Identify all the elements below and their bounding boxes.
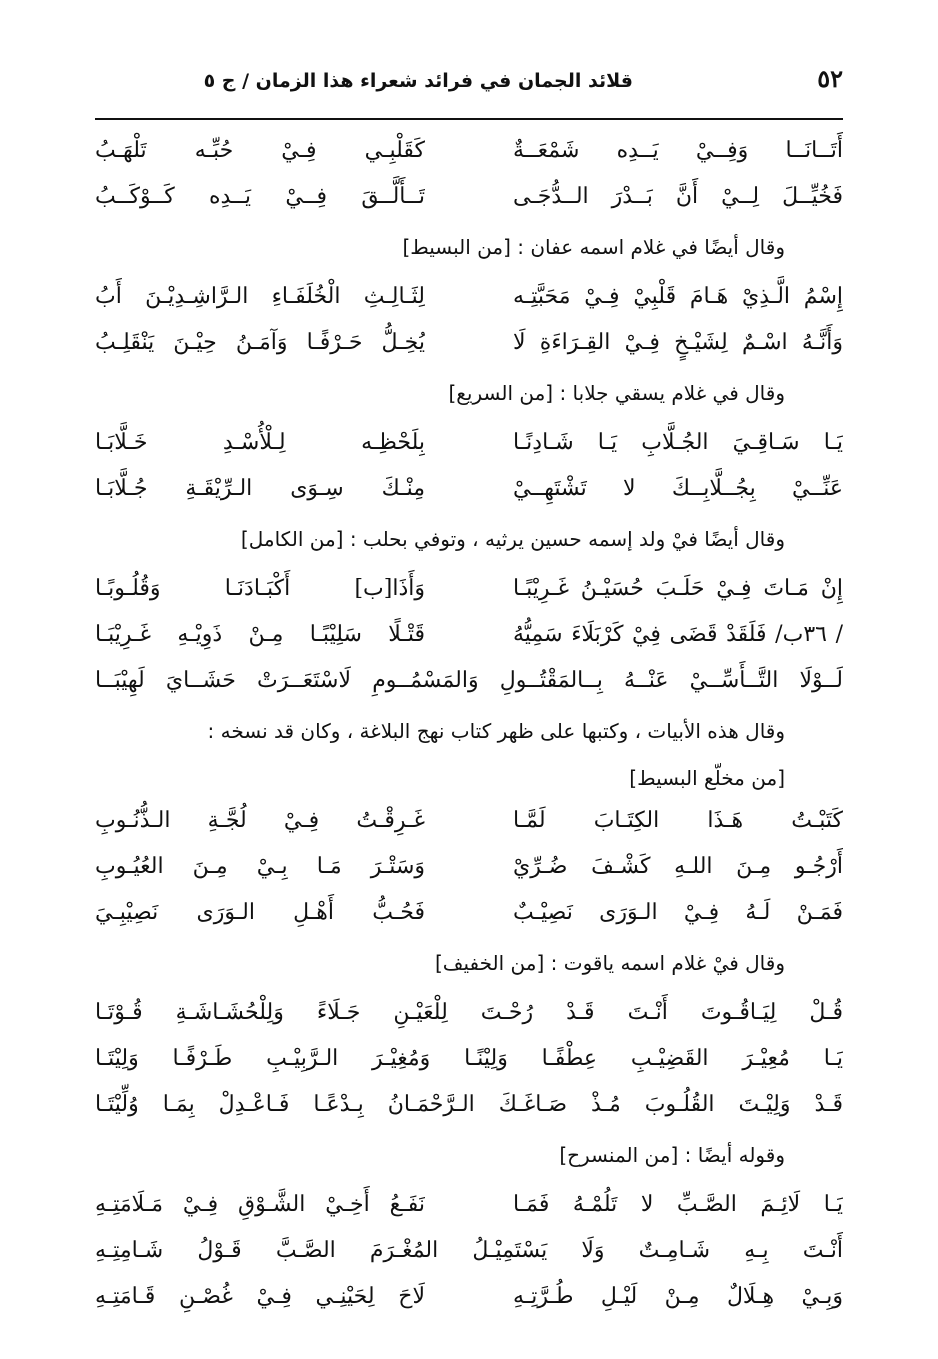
verse xyxy=(95,420,843,466)
verse xyxy=(95,274,843,320)
hemistich-second: نَفَـعُ أَخِـيْ الشَّـوْقِ فِـيْ مَـلَامَتِـهِ xyxy=(95,1192,425,1217)
hemistich-second: بِلَحْظِـه لِـلْأُسْـدِ خَـلَّابَـا xyxy=(95,430,425,455)
meter-label: [من مخلّع البسيط] xyxy=(629,766,785,790)
hemistich-first: / ٣٦ب/ فَلَقَدْ قَضَى فِيْ كَرْبَلَاءَ سَمِيُّهُ xyxy=(513,622,843,647)
running-title: قلائد الجمان في فرائد شعراء هذا الزمان / ج ٥ xyxy=(203,70,633,92)
hemistich-first: كَتَبْـتُ هَـذَا الكِتَـابَ لَمَّـا xyxy=(513,808,843,833)
hemistich-first: يَـا سَـاقِـيَ الجُـلَّابِ يَـا شَـادِنًـا xyxy=(513,430,843,455)
hemistich-first: وَأَنَّـهُ اسْـمٌ لِشَيْـخٍ فِـيْ القِـرَاءَةِ لَا xyxy=(513,330,843,355)
hemistich-second: غَـرِقْـتُ فِـيْ لُجَّـةِ الـذُّنُـوبِ xyxy=(95,808,425,833)
verse xyxy=(95,890,843,936)
page-body xyxy=(95,128,843,1320)
verse-full-line: أَنْـتَ بِـهِ شَـامِـتٌ وَلَا يَسْتَمِيْـلُ المُغْـرَمَ الصَّـبَّ قَـوْلُ شَـامِتِـهِ xyxy=(95,1238,843,1263)
hemistich-first: يَـا لَائِـمَ الصَّـبِّ لا تَلُمْـهُ فَمَـا xyxy=(513,1192,843,1217)
section-intro: وقال في غلام يسقي جلابا : [من السريع] xyxy=(448,381,785,405)
verse-full-line: لَــوْلَا التَّــأَسِّــيْ عَنْــهُ بِــالمَقْتُــولِ وَالمَسْمُــومِ لَاسْتَعَــرَتْ حَشَــايَ لَهِيْبَــا xyxy=(95,668,843,693)
verse xyxy=(95,466,843,512)
verse xyxy=(95,1228,843,1274)
verse xyxy=(95,1036,843,1082)
hemistich-first: وَبِـيْ هِـلَالٌ مِـنْ لَيْـلِ طُـرَّتِـهِ xyxy=(513,1284,843,1309)
verse xyxy=(95,1274,843,1320)
verse xyxy=(95,320,843,366)
verse xyxy=(95,128,843,174)
hemistich-second: تَــأَلَّــقَ فِــيْ يَــدِه كَــوْكَــبُ xyxy=(95,184,425,209)
verse xyxy=(95,990,843,1036)
hemistich-first: عَنِّــيْ بِجُــلَّابِــكَ لا تَشْتَهِــيْ xyxy=(513,476,843,501)
section-intro: وقال أيضًا فيْ ولد إسمه حسين يرثيه ، وتوفي بحلب : [من الكامل] xyxy=(240,527,785,551)
hemistich-first: أَتَــانَــا وَفِــيْ يَــدِه شَمْعَــةٌ xyxy=(513,138,843,163)
hemistich-second: وَسَتْـرَ مَـا بِـيْ مِـنَ العُيُـوبِ xyxy=(95,854,425,879)
verse xyxy=(95,844,843,890)
verse xyxy=(95,174,843,220)
verse-full-line: قَـدْ وَلِيْـتَ القُلُـوبَ مُـذْ صَـاغَـكَ الـرَّحْمَـانُ بِـدْعًـا فَـاعْـدِلْ بِمَـا وُلِّيْتَـا xyxy=(95,1092,843,1117)
section-intro: وقال هذه الأبيات ، وكتبها على ظهر كتاب نهج البلاغة ، وكان قد نسخه : xyxy=(207,719,785,743)
hemistich-first: إِسْمُ الَّـذِيْ هَـامَ قَلْبِيْ فِـيْ مَحَبَّتِـه xyxy=(513,284,843,309)
hemistich-second: لَاحَ لِحَيْنِـي فِـيْ غُصْـنِ قَـامَتِـهِ xyxy=(95,1284,425,1309)
hemistich-first: فَمَـنْ لَـهُ فِـيْ الـوَرَى نَصِيْـبٌ xyxy=(513,900,843,925)
section-intro: وقال فيْ غلام اسمه ياقوت : [من الخفيف] xyxy=(434,951,785,975)
section-intro: وقال أيضًا في غلام اسمه عفان : [من البسيط] xyxy=(402,235,785,259)
hemistich-first: أَرْجُـو مِـنَ اللـهِ كَشْـفَ ضُـرِّيْ xyxy=(513,854,843,879)
verse xyxy=(95,658,843,704)
verse xyxy=(95,566,843,612)
verse xyxy=(95,1082,843,1128)
verse xyxy=(95,612,843,658)
hemistich-second: فَحُـبُّ أَهْـلِ الـوَرَى نَصِيْبِـيَ xyxy=(95,900,425,925)
hemistich-second: كَقَلْبِـي فِـيْ حُبِّـه تَلْهَـبُ xyxy=(95,138,425,163)
page-header xyxy=(95,62,843,102)
hemistich-second: لِثَـالِـثِ الْخُلَفَـاءِ الـرَّاشِـدِيْـنَ أَبُ xyxy=(95,284,425,309)
header-rule xyxy=(95,118,843,120)
section-intro: وقوله أيضًا : [من المنسرح] xyxy=(559,1143,785,1167)
verse xyxy=(95,798,843,844)
hemistich-second: وَأَذَا[ب] أَكْبَـادَنَـا وَقُلُـوبًـا xyxy=(95,576,425,601)
hemistich-second: يُخِـلُّ حَـرْفًـا وَآمَـنُ حِيْـنَ يَنْقَلِـبُ xyxy=(95,330,425,355)
hemistich-first: فَخُيِّــلَ لِــيْ أَنَّ بَــدْرَ الــدُّجَـى xyxy=(513,184,843,209)
verse xyxy=(95,1182,843,1228)
verse-full-line: يَـا مُعِيْـرَ القَضِيْـبِ عِطْفًـا وَلِيْنًـا وَمُغِيْـرَ الـرَّبِيْـبِ طَـرْفًـا وَلِيْتَـا xyxy=(95,1046,843,1071)
hemistich-first: إِنْ مَـاتَ فِـيْ حَلَـبَ حُسَيْـنُ غَـرِيْبًـا xyxy=(513,576,843,601)
hemistich-second: مِنْـكَ سِـوَى الـرِّيْقَـةِ جُـلَّابَـا xyxy=(95,476,425,501)
hemistich-second: قَتْـلًا سَلِيْبًـا مِـنْ ذَوِيْـهِ غَـرِيْبَـا xyxy=(95,622,425,647)
page-number: ٥٢ xyxy=(817,64,843,93)
verse-full-line: قُـلْ لِيَـاقُـوتَ أَنْـتَ قَـدْ رُحْـتَ لِلْعَيْـنِ جَـلَاءً وَلِلْحُشَـاشَـةِ قُـوْتَـا xyxy=(95,1000,843,1025)
